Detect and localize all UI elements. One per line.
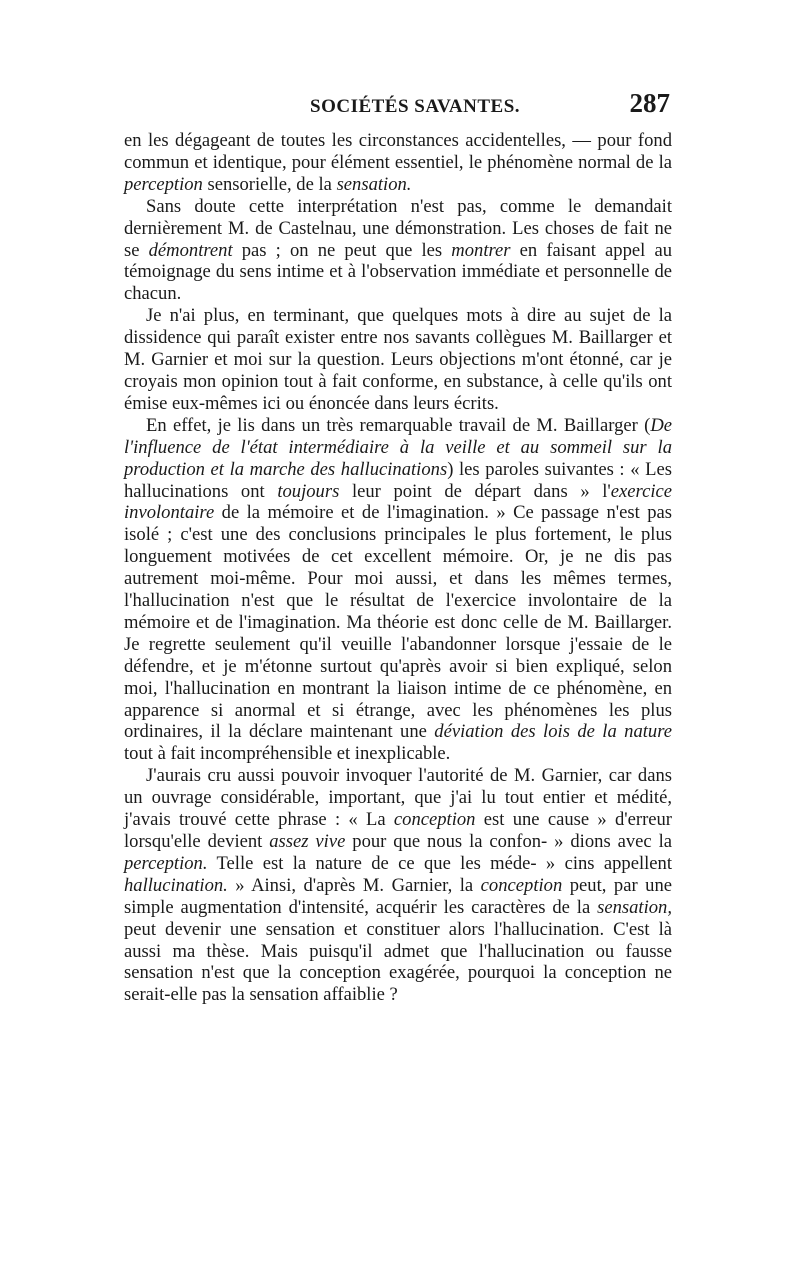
italic-text-span: sensation, [597, 896, 672, 918]
text-span: Je n'ai plus, en terminant, que quelques mots à dire au sujet de la dissidence qui paraît exister entre nos savants collègues M. Baillarger et M. Garnier et moi sur la question. Leurs objections m'ont étonné, car je croyais mon opinion tout à fait conforme, en substance, à celle qu'ils ont émise eux-mêmes ici ou énoncée dans leurs écrits. [124, 305, 672, 414]
text-span: » Ainsi, d'après M. Garnier, la [227, 874, 481, 896]
text-span: sensorielle, de la [202, 173, 337, 195]
text-span: en les dégageant de toutes les circonstances accidentelles, — pour fond commun et identique, pour élément essentiel, le phénomène normal de la [124, 130, 672, 173]
italic-text-span: hallucination. [124, 874, 228, 896]
text-span: Sans doute cette interprétation n'est pas, comme le demandait dernièrement M. de Castelnau, une démonstration. Les choses de fait ne se [124, 195, 672, 261]
paragraph-1 [124, 130, 672, 196]
text-span: peut, par une simple augmentation d'intensité, acquérir les caractères de la [124, 874, 672, 918]
running-head [124, 88, 672, 122]
italic-text-span: De l'influence de l'état intermédiaire à la veille et au sommeil sur la production et la marche des hallucinations [124, 414, 672, 480]
italic-text-span: montrer [451, 239, 511, 261]
text-span: J'aurais cru aussi pouvoir invoquer l'autorité de M. Garnier, car dans un ouvrage considérable, important, que j'ai lu tout entier et médité, j'avais trouvé cette phrase : « La [124, 765, 672, 831]
paragraph-3 [124, 305, 672, 415]
italic-text-span: exercice involontaire [124, 480, 672, 524]
italic-text-span: assez vive [269, 831, 346, 852]
text-span: ) les paroles suivantes : « Les hallucinations ont [124, 458, 672, 502]
text-span: Telle est la nature de ce que les méde- » cins appellent [207, 852, 672, 874]
italic-text-span: déviation des lois de la nature [434, 721, 672, 743]
italic-text-span: sensation. [336, 173, 412, 195]
text-span: tout à fait incompréhensible et inexplicable. [124, 743, 451, 765]
text-span: En effet, je lis dans un très remarquable travail de M. Baillarger ( [146, 414, 651, 436]
paragraph-2 [124, 196, 672, 306]
italic-text-span: conception [393, 809, 476, 831]
text-span: pas ; on ne peut que les [232, 239, 452, 261]
italic-text-span: démontrent [148, 239, 233, 261]
text-span: en faisant appel au témoignage du sens intime et à l'observation immédiate et personnelle de chacun. [124, 239, 672, 305]
page-number: 287 [629, 88, 670, 118]
text-span: peut devenir une sensation et constituer alors l'hallucination. C'est là aussi ma thèse. Mais puisqu'il admet que l'hallucination ou fausse sensation n'est que la conception exagérée, pourquoi la conception ne serait-elle pas la sensation affaiblie ? [124, 918, 672, 1006]
text-span: leur point de départ dans » l' [339, 480, 611, 502]
italic-text-span: toujours [277, 480, 340, 502]
text-span: pour que nous la confon- » dions avec la [345, 831, 672, 852]
italic-text-span: conception [480, 874, 563, 896]
book-page [124, 88, 672, 1006]
paragraph-5 [124, 765, 672, 1006]
running-title: SOCIÉTÉS SAVANTES. [310, 96, 521, 117]
body-text [124, 130, 672, 1006]
paragraph-4 [124, 415, 672, 766]
italic-text-span: perception [124, 173, 203, 195]
text-span: est une cause » d'erreur lorsqu'elle devient [124, 809, 672, 852]
text-span: de la mémoire et de l'imagination. » Ce passage n'est pas isolé ; c'est une des conclusions principales le plus fortement, le plus longuement motivées de cet excellent mémoire. Or, je ne dis pas autrement moi-même. Pour moi aussi, et dans les mêmes termes, l'hallucination n'est que le résultat de l'exercice involontaire de la mémoire et de l'imagination. Ma théorie est donc celle de M. Baillarger. Je regrette seulement qu'il veuille l'abandonner lorsque j'essaie de le défendre, et je m'étonne surtout qu'après avoir si bien expliqué, selon moi, l'hallucination en montrant la liaison intime de ce phénomène, en apparence si anormal et si étrange, avec les phénomènes les plus ordinaires, il la déclare maintenant une [124, 502, 672, 743]
italic-text-span: perception. [124, 852, 208, 874]
